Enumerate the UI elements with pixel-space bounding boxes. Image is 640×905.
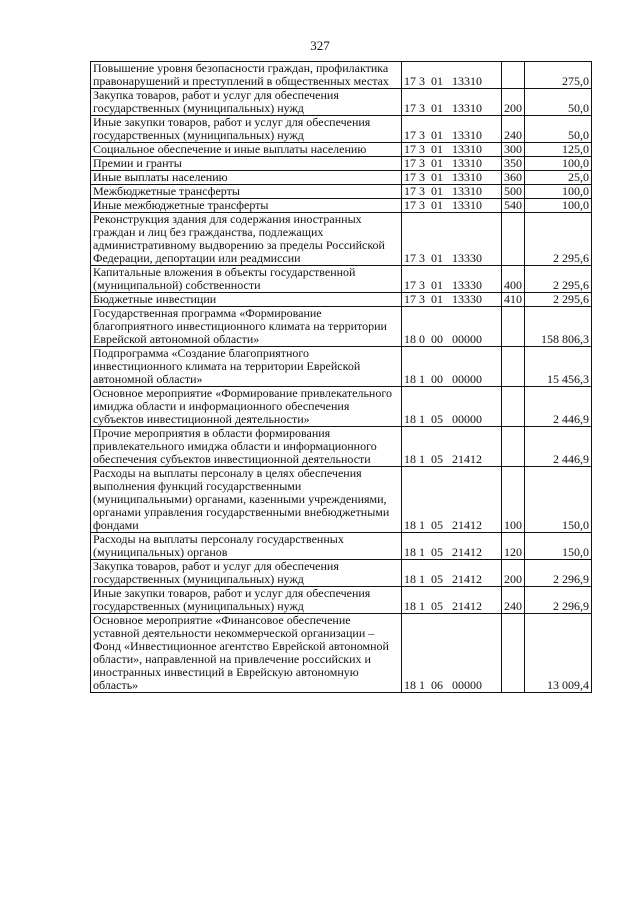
amount: 2 296,9 [525, 587, 592, 614]
event-code: 01 [431, 142, 443, 156]
table-row [91, 213, 592, 266]
event-code: 01 [431, 170, 443, 184]
event-code: 05 [431, 518, 443, 532]
amount: 100,0 [525, 185, 592, 199]
row-name: Повышение уровня безопасности граждан, профилактика правонарушений и преступлений в общественных местах [91, 62, 402, 89]
direction-code: 13310 [452, 184, 482, 198]
program-code: 17 3 [404, 198, 425, 212]
amount: 2 446,9 [525, 387, 592, 427]
direction-code: 13310 [452, 101, 482, 115]
amount: 50,0 [525, 116, 592, 143]
program-code: 18 1 [404, 518, 425, 532]
page-number: 327 [310, 38, 330, 53]
program-code: 17 3 [404, 278, 425, 292]
program-code: 17 3 [404, 156, 425, 170]
target-article-code [402, 307, 502, 347]
direction-code: 13310 [452, 128, 482, 142]
target-article-code [402, 89, 502, 116]
row-name: Премии и гранты [91, 157, 402, 171]
program-code: 17 3 [404, 74, 425, 88]
amount: 2 296,9 [525, 560, 592, 587]
row-name: Капитальные вложения в объекты государственной (муниципальной) собственности [91, 266, 402, 293]
table-row [91, 199, 592, 213]
event-code: 05 [431, 599, 443, 613]
direction-code: 13310 [452, 156, 482, 170]
event-code: 06 [431, 678, 443, 692]
event-code: 01 [431, 184, 443, 198]
direction-code: 00000 [452, 372, 482, 386]
program-code: 18 1 [404, 412, 425, 426]
program-code: 18 1 [404, 599, 425, 613]
program-code: 17 3 [404, 170, 425, 184]
target-article-code [402, 143, 502, 157]
table-body [91, 62, 592, 693]
expense-type-code: 350 [502, 157, 525, 171]
expense-type-code [502, 213, 525, 266]
target-article-code [402, 116, 502, 143]
target-article-code [402, 347, 502, 387]
table-row [91, 614, 592, 693]
row-name: Закупка товаров, работ и услуг для обеспечения государственных (муниципальных) нужд [91, 560, 402, 587]
expense-type-code [502, 62, 525, 89]
target-article-code [402, 62, 502, 89]
amount: 13 009,4 [525, 614, 592, 693]
row-name: Иные межбюджетные трансферты [91, 199, 402, 213]
row-name: Подпрограмма «Создание благоприятного инвестиционного климата на территории Еврейской автономной области» [91, 347, 402, 387]
row-name: Прочие мероприятия в области формирования привлекательного имиджа области и информационного обеспечения субъектов инвестиционной деятельности [91, 427, 402, 467]
table-row [91, 171, 592, 185]
row-name: Основное мероприятие «Формирование привлекательного имиджа области и информационного обеспечения субъектов инвестиционной деятельности» [91, 387, 402, 427]
target-article-code [402, 213, 502, 266]
table-row [91, 185, 592, 199]
direction-code: 13330 [452, 251, 482, 265]
event-code: 05 [431, 545, 443, 559]
program-code: 18 1 [404, 678, 425, 692]
event-code: 01 [431, 156, 443, 170]
expense-type-code: 200 [502, 89, 525, 116]
row-name: Государственная программа «Формирование благоприятного инвестиционного климата на территории Еврейской автономной области» [91, 307, 402, 347]
expense-type-code: 120 [502, 533, 525, 560]
table-row [91, 560, 592, 587]
expense-type-code: 200 [502, 560, 525, 587]
amount: 25,0 [525, 171, 592, 185]
direction-code: 00000 [452, 332, 482, 346]
row-name: Межбюджетные трансферты [91, 185, 402, 199]
table-row [91, 293, 592, 307]
table-row [91, 467, 592, 533]
target-article-code [402, 387, 502, 427]
event-code: 01 [431, 198, 443, 212]
program-code: 18 0 [404, 332, 425, 346]
target-article-code [402, 533, 502, 560]
expense-type-code [502, 427, 525, 467]
table-row [91, 266, 592, 293]
expense-type-code: 400 [502, 266, 525, 293]
target-article-code [402, 171, 502, 185]
direction-code: 21412 [452, 518, 482, 532]
program-code: 18 1 [404, 572, 425, 586]
program-code: 18 1 [404, 545, 425, 559]
event-code: 05 [431, 412, 443, 426]
table-row [91, 307, 592, 347]
expense-type-code: 540 [502, 199, 525, 213]
expense-type-code: 100 [502, 467, 525, 533]
amount: 275,0 [525, 62, 592, 89]
event-code: 01 [431, 101, 443, 115]
event-code: 01 [431, 251, 443, 265]
table-row [91, 533, 592, 560]
table-row [91, 587, 592, 614]
table-row [91, 387, 592, 427]
row-name: Расходы на выплаты персоналу в целях обеспечения выполнения функций государственными (муниципальными) органами, казенными учреждениями, органами управления государственными внебюджетными фондами [91, 467, 402, 533]
row-name: Основное мероприятие «Финансовое обеспечение уставной деятельности некоммерческой организации – Фонд «Инвестиционное агентство Еврейской автономной области», направленной на привлечение российских и иностранных инвестиций в Еврейскую автономную область» [91, 614, 402, 693]
amount: 2 446,9 [525, 427, 592, 467]
expense-type-code: 240 [502, 587, 525, 614]
amount: 2 295,6 [525, 266, 592, 293]
event-code: 01 [431, 128, 443, 142]
direction-code: 21412 [452, 599, 482, 613]
direction-code: 13310 [452, 142, 482, 156]
program-code: 17 3 [404, 101, 425, 115]
expense-type-code: 500 [502, 185, 525, 199]
direction-code: 21412 [452, 545, 482, 559]
row-name: Бюджетные инвестиции [91, 293, 402, 307]
row-name: Иные закупки товаров, работ и услуг для обеспечения государственных (муниципальных) нужд [91, 587, 402, 614]
direction-code: 13310 [452, 170, 482, 184]
amount: 2 295,6 [525, 293, 592, 307]
budget-table [90, 61, 592, 693]
table-row [91, 89, 592, 116]
target-article-code [402, 614, 502, 693]
target-article-code [402, 266, 502, 293]
target-article-code [402, 587, 502, 614]
amount: 150,0 [525, 467, 592, 533]
expense-type-code [502, 347, 525, 387]
table-row [91, 116, 592, 143]
expense-type-code [502, 614, 525, 693]
target-article-code [402, 185, 502, 199]
row-name: Иные выплаты населению [91, 171, 402, 185]
program-code: 17 3 [404, 142, 425, 156]
row-name: Социальное обеспечение и иные выплаты населению [91, 143, 402, 157]
expense-type-code: 300 [502, 143, 525, 157]
target-article-code [402, 293, 502, 307]
event-code: 01 [431, 278, 443, 292]
direction-code: 21412 [452, 572, 482, 586]
direction-code: 13330 [452, 278, 482, 292]
event-code: 01 [431, 74, 443, 88]
amount: 100,0 [525, 157, 592, 171]
program-code: 18 1 [404, 372, 425, 386]
table-row [91, 427, 592, 467]
expense-type-code: 360 [502, 171, 525, 185]
event-code: 05 [431, 452, 443, 466]
amount: 2 295,6 [525, 213, 592, 266]
amount: 150,0 [525, 533, 592, 560]
amount: 158 806,3 [525, 307, 592, 347]
direction-code: 21412 [452, 452, 482, 466]
event-code: 00 [431, 372, 443, 386]
row-name: Иные закупки товаров, работ и услуг для обеспечения государственных (муниципальных) нужд [91, 116, 402, 143]
program-code: 17 3 [404, 184, 425, 198]
amount: 15 456,3 [525, 347, 592, 387]
row-name: Закупка товаров, работ и услуг для обеспечения государственных (муниципальных) нужд [91, 89, 402, 116]
direction-code: 13330 [452, 292, 482, 306]
direction-code: 13310 [452, 198, 482, 212]
table-row [91, 62, 592, 89]
amount: 125,0 [525, 143, 592, 157]
direction-code: 13310 [452, 74, 482, 88]
target-article-code [402, 199, 502, 213]
event-code: 00 [431, 332, 443, 346]
target-article-code [402, 467, 502, 533]
target-article-code [402, 560, 502, 587]
table-row [91, 143, 592, 157]
target-article-code [402, 157, 502, 171]
table-row [91, 347, 592, 387]
program-code: 18 1 [404, 452, 425, 466]
event-code: 05 [431, 572, 443, 586]
program-code: 17 3 [404, 128, 425, 142]
expense-type-code: 240 [502, 116, 525, 143]
amount: 100,0 [525, 199, 592, 213]
row-name: Реконструкция здания для содержания иностранных граждан и лиц без гражданства, подлежащих административному выдворению за пределы Российской Федерации, депортации или реадмиссии [91, 213, 402, 266]
amount: 50,0 [525, 89, 592, 116]
direction-code: 00000 [452, 412, 482, 426]
direction-code: 00000 [452, 678, 482, 692]
expense-type-code [502, 307, 525, 347]
table-row [91, 157, 592, 171]
target-article-code [402, 427, 502, 467]
program-code: 17 3 [404, 292, 425, 306]
event-code: 01 [431, 292, 443, 306]
program-code: 17 3 [404, 251, 425, 265]
row-name: Расходы на выплаты персоналу государственных (муниципальных) органов [91, 533, 402, 560]
expense-type-code [502, 387, 525, 427]
expense-type-code: 410 [502, 293, 525, 307]
